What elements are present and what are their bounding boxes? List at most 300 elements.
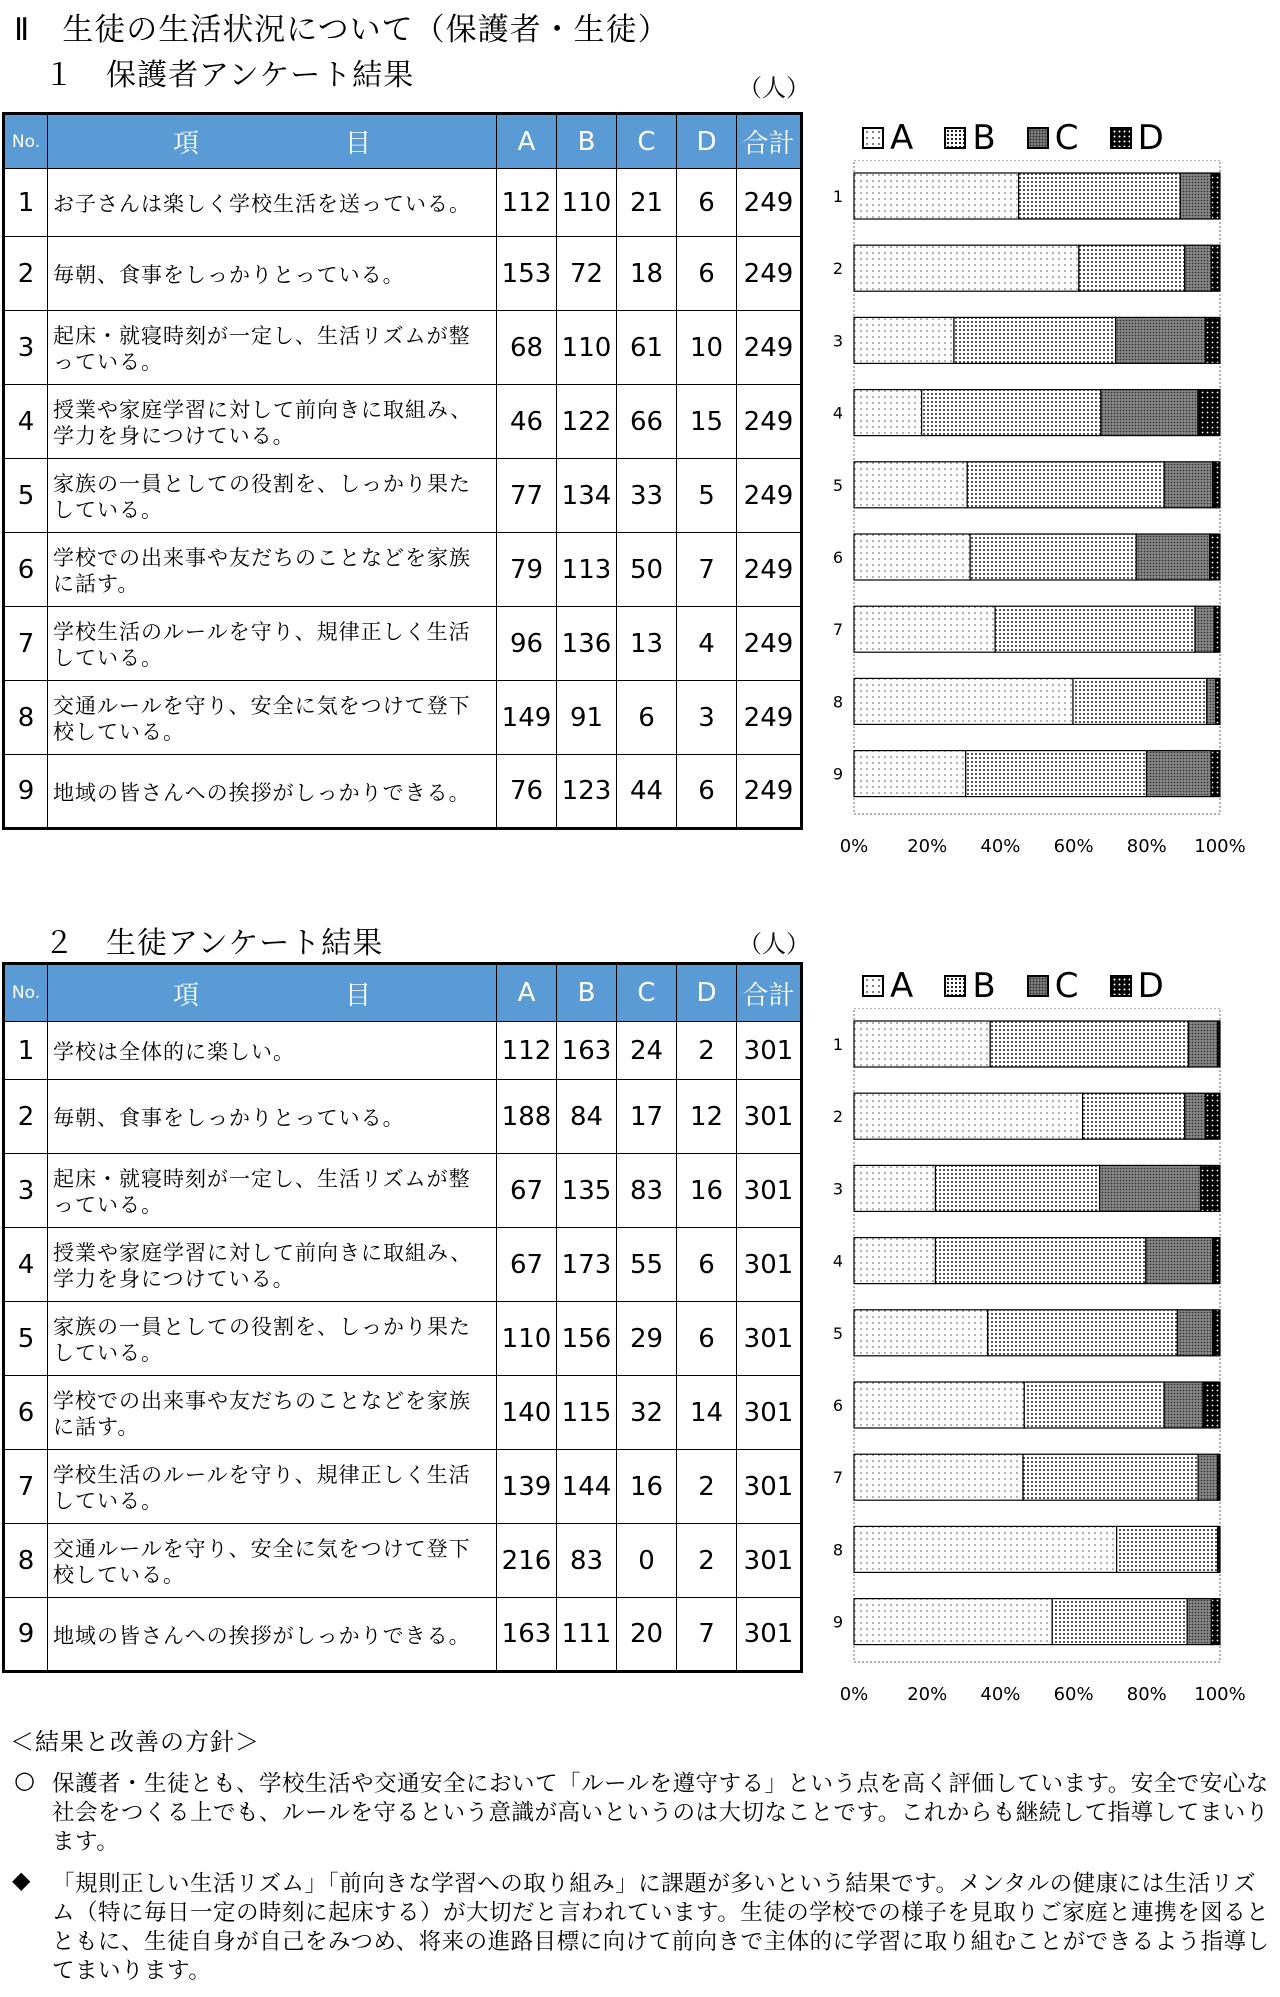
row-item-cell: 家族の一員としての役割を、しっかり果たしている。 xyxy=(48,459,497,533)
circle-bullet-icon: ○ xyxy=(14,1766,35,1794)
row-no-cell: 4 xyxy=(4,1228,48,1302)
bar-segment-a-1 xyxy=(854,1021,990,1067)
category-label: 8 xyxy=(832,692,844,712)
row-item-cell: 毎朝、食事をしっかりとっている。 xyxy=(48,237,497,311)
value-d-cell: 16 xyxy=(677,1154,737,1228)
category-label: 8 xyxy=(832,1540,844,1560)
value-c-cell: 61 xyxy=(617,311,677,385)
bar-segment-c-1 xyxy=(1180,173,1211,219)
bar-segment-b-6 xyxy=(970,534,1136,580)
total-cell: 249 xyxy=(737,237,802,311)
value-a-cell: 112 xyxy=(497,169,557,237)
bar-segment-d-2 xyxy=(1205,1093,1220,1139)
header-item: 項 目 xyxy=(48,964,497,1022)
value-c-cell: 44 xyxy=(617,755,677,829)
bar-segment-b-7 xyxy=(995,606,1195,652)
value-d-cell: 10 xyxy=(677,311,737,385)
value-c-cell: 18 xyxy=(617,237,677,311)
value-d-cell: 7 xyxy=(677,1598,737,1672)
bar-segment-d-9 xyxy=(1211,1599,1220,1645)
category-label: 3 xyxy=(832,331,844,351)
value-d-cell: 6 xyxy=(677,755,737,829)
bar-segment-d-5 xyxy=(1213,462,1220,508)
table-row xyxy=(4,1302,802,1376)
legend-item-c xyxy=(1027,966,1079,1006)
x-tick-label: 40% xyxy=(980,1684,1021,1705)
row-no-cell: 9 xyxy=(4,1598,48,1672)
row-item-cell: 学校での出来事や友だちのことなどを家族に話す。 xyxy=(48,1376,497,1450)
value-a-cell: 77 xyxy=(497,459,557,533)
value-d-cell: 5 xyxy=(677,459,737,533)
row-item-cell: 起床・就寝時刻が一定し、生活リズムが整っている。 xyxy=(48,1154,497,1228)
x-tick-label: 20% xyxy=(907,836,948,857)
table-row xyxy=(4,311,802,385)
bar-segment-b-3 xyxy=(954,317,1116,363)
legend-swatch-a xyxy=(862,975,884,997)
row-no-cell: 8 xyxy=(4,681,48,755)
legend-label-b: B xyxy=(972,966,996,1006)
value-d-cell: 6 xyxy=(677,237,737,311)
value-c-cell: 0 xyxy=(617,1524,677,1598)
total-cell: 301 xyxy=(737,1376,802,1450)
value-c-cell: 32 xyxy=(617,1376,677,1450)
category-label: 4 xyxy=(832,403,844,423)
total-cell: 249 xyxy=(737,311,802,385)
category-label: 7 xyxy=(832,1468,844,1488)
bar-segment-d-8 xyxy=(1218,1526,1220,1572)
value-b-cell: 83 xyxy=(557,1524,617,1598)
bar-segment-d-2 xyxy=(1211,245,1220,291)
value-b-cell: 144 xyxy=(557,1450,617,1524)
row-no-cell: 1 xyxy=(4,169,48,237)
legend-item-d xyxy=(1110,966,1164,1006)
bar-segment-c-3 xyxy=(1100,1165,1201,1211)
bar-segment-c-3 xyxy=(1116,317,1206,363)
value-b-cell: 113 xyxy=(557,533,617,607)
bar-segment-c-9 xyxy=(1187,1599,1211,1645)
bar-segment-d-1 xyxy=(1218,1021,1220,1067)
row-item-cell: 交通ルールを守り、安全に気をつけて登下校している。 xyxy=(48,1524,497,1598)
value-b-cell: 163 xyxy=(557,1022,617,1080)
row-no-cell: 3 xyxy=(4,311,48,385)
bar-segment-a-9 xyxy=(854,751,966,797)
row-item-cell: 交通ルールを守り、安全に気をつけて登下校している。 xyxy=(48,681,497,755)
total-cell: 301 xyxy=(737,1080,802,1154)
legend-label-c: C xyxy=(1054,966,1079,1006)
bar-segment-c-5 xyxy=(1164,462,1213,508)
parents-survey-table xyxy=(2,112,803,830)
table-header-row xyxy=(4,114,802,169)
value-c-cell: 20 xyxy=(617,1598,677,1672)
value-c-cell: 55 xyxy=(617,1228,677,1302)
bar-segment-a-7 xyxy=(854,1454,1023,1500)
bar-segment-d-3 xyxy=(1201,1165,1220,1211)
page-title: Ⅱ 生徒の生活状況について（保護者・生徒） xyxy=(14,12,670,48)
category-label: 2 xyxy=(832,1107,844,1127)
value-a-cell: 163 xyxy=(497,1598,557,1672)
value-a-cell: 140 xyxy=(497,1376,557,1450)
row-item-cell: 起床・就寝時刻が一定し、生活リズムが整っている。 xyxy=(48,311,497,385)
value-c-cell: 17 xyxy=(617,1080,677,1154)
total-cell: 301 xyxy=(737,1302,802,1376)
bar-segment-c-4 xyxy=(1146,1238,1213,1284)
bar-segment-c-1 xyxy=(1188,1021,1217,1067)
bar-segment-d-4 xyxy=(1198,390,1220,436)
bar-segment-d-1 xyxy=(1211,173,1220,219)
table-row xyxy=(4,1228,802,1302)
policy-item-text: 保護者・生徒とも、学校生活や交通安全において「ルールを遵守する」という点を高く評価しています。安全で安心な社会をつくる上でも、ルールを守るという意識が高いというのは大切なことです。これからも継続して指導してまいります。 xyxy=(52,1771,1269,1855)
value-c-cell: 21 xyxy=(617,169,677,237)
x-tick-label: 60% xyxy=(1053,1684,1094,1705)
bar-segment-a-8 xyxy=(854,678,1073,724)
bar-segment-d-3 xyxy=(1205,317,1220,363)
value-c-cell: 66 xyxy=(617,385,677,459)
legend-item-b xyxy=(944,966,995,1006)
bar-segment-c-4 xyxy=(1101,390,1198,436)
value-a-cell: 67 xyxy=(497,1154,557,1228)
bar-segment-d-6 xyxy=(1203,1382,1220,1428)
total-cell: 301 xyxy=(737,1450,802,1524)
value-d-cell: 15 xyxy=(677,385,737,459)
bar-segment-a-3 xyxy=(854,1165,935,1211)
table-row xyxy=(4,385,802,459)
bar-segment-a-4 xyxy=(854,390,922,436)
value-d-cell: 12 xyxy=(677,1080,737,1154)
unit-label-parents: （人） xyxy=(738,74,810,102)
table-row xyxy=(4,681,802,755)
total-cell: 301 xyxy=(737,1154,802,1228)
bar-segment-b-9 xyxy=(966,751,1147,797)
header-item: 項 目 xyxy=(48,114,497,169)
table-row xyxy=(4,1598,802,1672)
value-a-cell: 188 xyxy=(497,1080,557,1154)
x-tick-label: 0% xyxy=(839,836,869,857)
category-label: 9 xyxy=(832,764,844,784)
row-item-cell: 地域の皆さんへの挨拶がしっかりできる。 xyxy=(48,1598,497,1672)
total-cell: 301 xyxy=(737,1228,802,1302)
value-c-cell: 29 xyxy=(617,1302,677,1376)
value-d-cell: 4 xyxy=(677,607,737,681)
legend-swatch-c xyxy=(1027,975,1049,997)
value-b-cell: 173 xyxy=(557,1228,617,1302)
row-no-cell: 5 xyxy=(4,1302,48,1376)
chart-legend-students xyxy=(862,966,1190,1006)
legend-swatch-a xyxy=(862,127,884,149)
row-no-cell: 7 xyxy=(4,607,48,681)
header-c: C xyxy=(617,114,677,169)
parents-stacked-bar-chart xyxy=(810,160,1280,870)
diamond-bullet-icon: ◆ xyxy=(12,1866,31,1894)
value-d-cell: 6 xyxy=(677,169,737,237)
legend-item-b xyxy=(944,118,995,158)
legend-swatch-d xyxy=(1110,127,1132,149)
row-item-cell: 学校は全体的に楽しい。 xyxy=(48,1022,497,1080)
table-row xyxy=(4,169,802,237)
header-no: No. xyxy=(4,964,48,1022)
category-label: 1 xyxy=(832,187,844,206)
row-no-cell: 1 xyxy=(4,1022,48,1080)
legend-item-d xyxy=(1110,118,1164,158)
row-item-cell: 学校生活のルールを守り、規律正しく生活している。 xyxy=(48,1450,497,1524)
bar-segment-c-6 xyxy=(1136,534,1209,580)
bar-segment-a-7 xyxy=(854,606,995,652)
bar-segment-d-6 xyxy=(1210,534,1220,580)
bar-segment-d-9 xyxy=(1211,751,1220,797)
value-c-cell: 83 xyxy=(617,1154,677,1228)
value-b-cell: 91 xyxy=(557,681,617,755)
header-d: D xyxy=(677,964,737,1022)
value-d-cell: 6 xyxy=(677,1302,737,1376)
header-d: D xyxy=(677,114,737,169)
category-label: 4 xyxy=(832,1251,844,1271)
value-b-cell: 123 xyxy=(557,755,617,829)
legend-label-b: B xyxy=(972,118,996,158)
legend-item-a xyxy=(862,118,913,158)
students-stacked-bar-chart xyxy=(810,1008,1280,1718)
bar-segment-b-7 xyxy=(1023,1454,1198,1500)
value-a-cell: 46 xyxy=(497,385,557,459)
bar-segment-a-6 xyxy=(854,1382,1024,1428)
legend-label-a: A xyxy=(890,118,914,158)
row-item-cell: 学校生活のルールを守り、規律正しく生活している。 xyxy=(48,607,497,681)
value-c-cell: 6 xyxy=(617,681,677,755)
bar-segment-a-8 xyxy=(854,1526,1117,1572)
value-a-cell: 96 xyxy=(497,607,557,681)
bar-segment-d-8 xyxy=(1216,678,1220,724)
x-tick-label: 100% xyxy=(1194,836,1246,857)
bar-segment-a-3 xyxy=(854,317,954,363)
legend-item-c xyxy=(1027,118,1079,158)
row-no-cell: 7 xyxy=(4,1450,48,1524)
bar-segment-d-7 xyxy=(1218,1454,1220,1500)
row-no-cell: 5 xyxy=(4,459,48,533)
table-row xyxy=(4,237,802,311)
value-b-cell: 84 xyxy=(557,1080,617,1154)
table-row xyxy=(4,1376,802,1450)
header-a: A xyxy=(497,964,557,1022)
value-a-cell: 76 xyxy=(497,755,557,829)
row-no-cell: 9 xyxy=(4,755,48,829)
total-cell: 249 xyxy=(737,385,802,459)
header-no: No. xyxy=(4,114,48,169)
bar-segment-b-2 xyxy=(1083,1093,1185,1139)
legend-label-a: A xyxy=(890,966,914,1006)
bar-segment-b-4 xyxy=(922,390,1101,436)
value-b-cell: 156 xyxy=(557,1302,617,1376)
x-tick-label: 60% xyxy=(1053,836,1094,857)
bar-segment-b-8 xyxy=(1073,678,1207,724)
legend-swatch-d xyxy=(1110,975,1132,997)
x-tick-label: 80% xyxy=(1126,836,1167,857)
row-item-cell: 毎朝、食事をしっかりとっている。 xyxy=(48,1080,497,1154)
value-a-cell: 153 xyxy=(497,237,557,311)
value-d-cell: 2 xyxy=(677,1524,737,1598)
bar-segment-b-6 xyxy=(1024,1382,1164,1428)
bar-segment-b-9 xyxy=(1052,1599,1187,1645)
value-a-cell: 112 xyxy=(497,1022,557,1080)
legend-item-a xyxy=(862,966,913,1006)
row-no-cell: 3 xyxy=(4,1154,48,1228)
row-item-cell: 授業や家庭学習に対して前向きに取組み、学力を身につけている。 xyxy=(48,385,497,459)
table-row xyxy=(4,1524,802,1598)
value-d-cell: 2 xyxy=(677,1022,737,1080)
bar-segment-c-6 xyxy=(1164,1382,1203,1428)
value-d-cell: 14 xyxy=(677,1376,737,1450)
row-item-cell: 家族の一員としての役割を、しっかり果たしている。 xyxy=(48,1302,497,1376)
category-label: 3 xyxy=(832,1179,844,1199)
table-row xyxy=(4,459,802,533)
table-row xyxy=(4,607,802,681)
total-cell: 249 xyxy=(737,459,802,533)
value-b-cell: 72 xyxy=(557,237,617,311)
x-tick-label: 20% xyxy=(907,1684,948,1705)
row-item-cell: 学校での出来事や友だちのことなどを家族に話す。 xyxy=(48,533,497,607)
value-a-cell: 149 xyxy=(497,681,557,755)
category-label: 5 xyxy=(832,1323,844,1343)
legend-swatch-b xyxy=(944,127,966,149)
value-a-cell: 67 xyxy=(497,1228,557,1302)
total-cell: 249 xyxy=(737,607,802,681)
bar-segment-c-2 xyxy=(1185,245,1211,291)
x-tick-label: 80% xyxy=(1126,1684,1167,1705)
total-cell: 301 xyxy=(737,1524,802,1598)
row-no-cell: 6 xyxy=(4,533,48,607)
bar-segment-a-5 xyxy=(854,1310,988,1356)
bar-segment-c-9 xyxy=(1147,751,1212,797)
table-header-row xyxy=(4,964,802,1022)
value-c-cell: 33 xyxy=(617,459,677,533)
row-no-cell: 2 xyxy=(4,1080,48,1154)
header-b: B xyxy=(557,114,617,169)
row-item-cell: 地域の皆さんへの挨拶がしっかりできる。 xyxy=(48,755,497,829)
table-row xyxy=(4,755,802,829)
total-cell: 301 xyxy=(737,1598,802,1672)
value-a-cell: 110 xyxy=(497,1302,557,1376)
category-label: 9 xyxy=(832,1612,844,1632)
value-a-cell: 68 xyxy=(497,311,557,385)
value-a-cell: 139 xyxy=(497,1450,557,1524)
bar-segment-a-1 xyxy=(854,173,1019,219)
legend-label-d: D xyxy=(1137,118,1164,158)
section-title-parents: １ 保護者アンケート結果 xyxy=(44,58,415,93)
bar-segment-d-4 xyxy=(1213,1238,1220,1284)
legend-label-c: C xyxy=(1054,118,1079,158)
row-no-cell: 6 xyxy=(4,1376,48,1450)
total-cell: 249 xyxy=(737,169,802,237)
bar-segment-d-7 xyxy=(1214,606,1220,652)
value-b-cell: 115 xyxy=(557,1376,617,1450)
x-tick-label: 0% xyxy=(839,1684,869,1705)
bar-segment-b-1 xyxy=(990,1021,1188,1067)
bar-segment-b-1 xyxy=(1019,173,1181,219)
bar-segment-a-4 xyxy=(854,1238,935,1284)
value-b-cell: 122 xyxy=(557,385,617,459)
value-d-cell: 2 xyxy=(677,1450,737,1524)
header-total: 合計 xyxy=(737,114,802,169)
category-label: 7 xyxy=(832,620,844,640)
students-survey-table xyxy=(2,962,803,1673)
total-cell: 249 xyxy=(737,681,802,755)
value-c-cell: 16 xyxy=(617,1450,677,1524)
table-row xyxy=(4,1022,802,1080)
policy-heading: ＜結果と改善の方針＞ xyxy=(10,1728,260,1756)
legend-swatch-b xyxy=(944,975,966,997)
unit-label-students: （人） xyxy=(738,930,810,958)
table-row xyxy=(4,1450,802,1524)
bar-segment-c-5 xyxy=(1177,1310,1212,1356)
total-cell: 249 xyxy=(737,533,802,607)
value-d-cell: 7 xyxy=(677,533,737,607)
legend-label-d: D xyxy=(1137,966,1164,1006)
bar-segment-c-7 xyxy=(1195,606,1214,652)
table-row xyxy=(4,1154,802,1228)
category-label: 2 xyxy=(832,259,844,279)
value-d-cell: 3 xyxy=(677,681,737,755)
policy-item-text: 「規則正しい生活リズム」「前向きな学習への取り組み」に課題が多いという結果です。メンタルの健康には生活リズム（特に毎日一定の時刻に起床する）が大切だと言われています。生徒の学校での様子を見取りご家庭と連携を図るとともに、生徒自身が自己をみつめ、将来の進路目標に向けて前向きで主体的に学習に取り組むことができるよう指導してまいります。 xyxy=(52,1871,1270,1984)
row-no-cell: 2 xyxy=(4,237,48,311)
bar-segment-b-5 xyxy=(967,462,1164,508)
value-b-cell: 111 xyxy=(557,1598,617,1672)
header-b: B xyxy=(557,964,617,1022)
bar-segment-a-2 xyxy=(854,245,1079,291)
value-d-cell: 6 xyxy=(677,1228,737,1302)
bar-segment-b-3 xyxy=(935,1165,1099,1211)
chart-legend-parents xyxy=(862,118,1190,158)
row-item-cell: お子さんは楽しく学校生活を送っている。 xyxy=(48,169,497,237)
x-tick-label: 40% xyxy=(980,836,1021,857)
category-label: 5 xyxy=(832,475,844,495)
value-b-cell: 110 xyxy=(557,311,617,385)
bar-segment-b-8 xyxy=(1117,1526,1218,1572)
header-c: C xyxy=(617,964,677,1022)
value-c-cell: 24 xyxy=(617,1022,677,1080)
header-a: A xyxy=(497,114,557,169)
row-no-cell: 8 xyxy=(4,1524,48,1598)
value-a-cell: 79 xyxy=(497,533,557,607)
header-total: 合計 xyxy=(737,964,802,1022)
value-c-cell: 13 xyxy=(617,607,677,681)
row-item-cell: 授業や家庭学習に対して前向きに取組み、学力を身につけている。 xyxy=(48,1228,497,1302)
category-label: 6 xyxy=(832,1396,844,1415)
bar-segment-a-2 xyxy=(854,1093,1083,1139)
bar-segment-b-2 xyxy=(1079,245,1185,291)
value-b-cell: 135 xyxy=(557,1154,617,1228)
bar-segment-a-5 xyxy=(854,462,967,508)
bar-segment-c-2 xyxy=(1185,1093,1206,1139)
table-row xyxy=(4,533,802,607)
bar-segment-a-6 xyxy=(854,534,970,580)
value-a-cell: 216 xyxy=(497,1524,557,1598)
value-b-cell: 134 xyxy=(557,459,617,533)
bar-segment-c-7 xyxy=(1198,1454,1217,1500)
x-tick-label: 100% xyxy=(1194,1684,1246,1705)
category-label: 6 xyxy=(832,548,844,567)
bar-segment-b-5 xyxy=(988,1310,1178,1356)
row-no-cell: 4 xyxy=(4,385,48,459)
bar-segment-c-8 xyxy=(1207,678,1216,724)
total-cell: 249 xyxy=(737,755,802,829)
table-row xyxy=(4,1080,802,1154)
total-cell: 301 xyxy=(737,1022,802,1080)
value-c-cell: 50 xyxy=(617,533,677,607)
section-title-students: ２ 生徒アンケート結果 xyxy=(44,926,384,961)
legend-swatch-c xyxy=(1027,127,1049,149)
value-b-cell: 110 xyxy=(557,169,617,237)
value-b-cell: 136 xyxy=(557,607,617,681)
bar-segment-d-5 xyxy=(1213,1310,1220,1356)
category-label: 1 xyxy=(832,1035,844,1054)
bar-segment-b-4 xyxy=(935,1238,1145,1284)
